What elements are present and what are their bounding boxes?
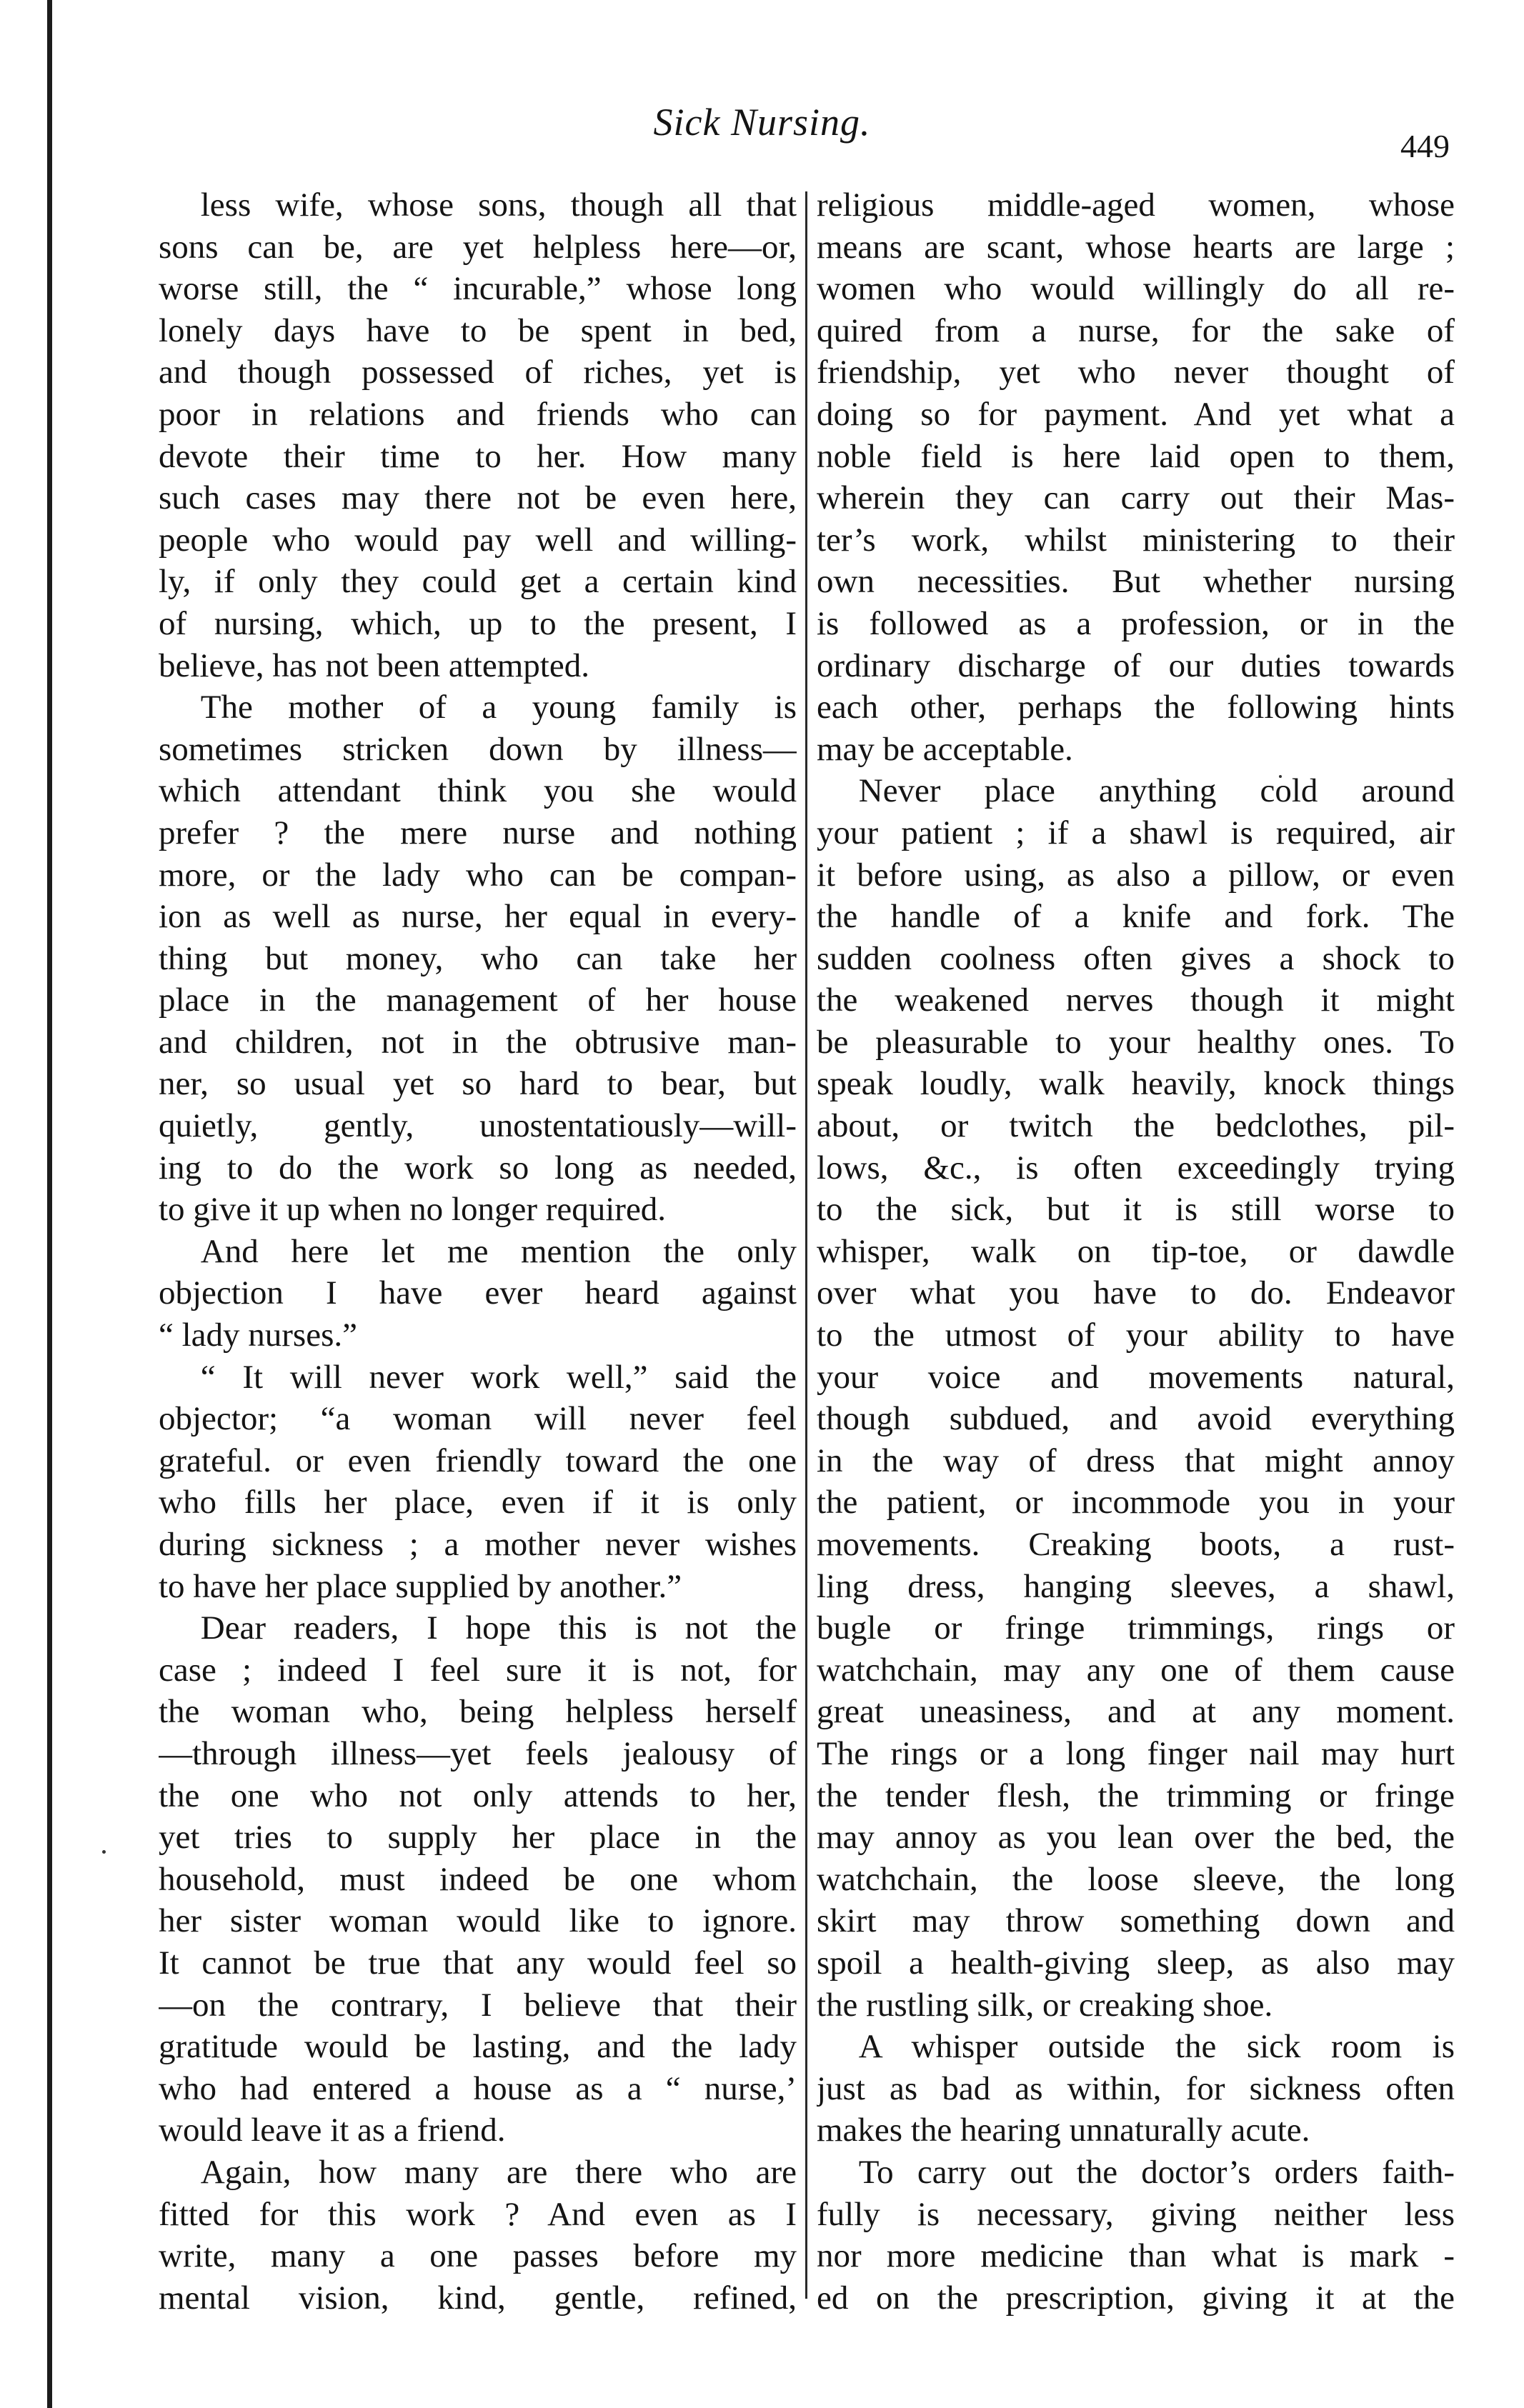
text-line: devote their time to her. How many bbox=[159, 437, 797, 475]
text-line: sudden coolness often gives a shock to bbox=[817, 939, 1455, 977]
paragraph bbox=[159, 1231, 797, 1357]
ink-speck bbox=[102, 1850, 106, 1854]
text-line: speak loudly, walk heavily, knock things bbox=[817, 1065, 1455, 1103]
paragraph bbox=[159, 1607, 797, 2152]
paragraph bbox=[817, 770, 1455, 2026]
text-line: ner, so usual yet so hard to bear, but bbox=[159, 1065, 797, 1103]
text-line: A whisper outside the sick room is bbox=[858, 2028, 1455, 2066]
text-line: people who would pay well and willing- bbox=[159, 521, 797, 559]
text-line: gratitude would be lasting, and the lady bbox=[159, 2028, 797, 2066]
text-line: ordinary discharge of our duties towards bbox=[817, 646, 1455, 684]
text-line: women who would willingly do all re- bbox=[817, 270, 1455, 308]
text-line: fitted for this work ? And even as I bbox=[159, 2195, 797, 2233]
text-line: place in the management of her house bbox=[159, 981, 797, 1019]
text-line: may annoy as you lean over the bed, the bbox=[817, 1819, 1455, 1857]
text-line: the patient, or incommode you in your bbox=[817, 1484, 1455, 1522]
text-line: ling dress, hanging sleeves, a shawl, bbox=[817, 1567, 1455, 1605]
text-line: Again, how many are there who are bbox=[200, 2153, 797, 2191]
text-line: wherein they can carry out their Mas- bbox=[817, 479, 1455, 517]
text-line: ed on the prescription, giving it at the bbox=[817, 2279, 1455, 2317]
text-line: great uneasiness, and at any moment. bbox=[817, 1693, 1455, 1731]
text-line: the rustling silk, or creaking shoe. bbox=[817, 1986, 1273, 2024]
text-line: household, must indeed be one whom bbox=[159, 1860, 797, 1898]
text-line: ing to do the work so long as needed, bbox=[159, 1149, 797, 1186]
text-line: such cases may there not be even here, bbox=[159, 479, 797, 517]
text-line: makes the hearing unnaturally acute. bbox=[817, 2112, 1310, 2149]
text-line: who had entered a house as a “ nurse,’ bbox=[159, 2069, 797, 2107]
paragraph bbox=[817, 2026, 1455, 2152]
text-line: during sickness ; a mother never wishes bbox=[159, 1526, 797, 1563]
text-line: Dear readers, I hope this is not the bbox=[200, 1609, 797, 1647]
text-line: and children, not in the obtrusive man- bbox=[159, 1023, 797, 1061]
text-line: whisper, walk on tip-toe, or dawdle bbox=[817, 1232, 1455, 1270]
text-line: “ lady nurses.” bbox=[159, 1317, 357, 1354]
text-line: And here let me mention the only bbox=[200, 1232, 797, 1270]
text-line: in the way of dress that might annoy bbox=[817, 1442, 1455, 1479]
text-line: case ; indeed I feel sure it is not, for bbox=[159, 1651, 797, 1689]
paragraph bbox=[159, 2152, 797, 2319]
text-line: ly, if only they could get a certain kind bbox=[159, 563, 797, 601]
text-line: —through illness—yet feels jealousy of bbox=[159, 1734, 797, 1772]
text-line: the woman who, being helpless herself bbox=[159, 1693, 797, 1731]
text-line: about, or twitch the bedclothes, pil- bbox=[817, 1107, 1455, 1145]
paragraph bbox=[159, 686, 797, 1231]
text-line: doing so for payment. And yet what a bbox=[817, 395, 1455, 433]
text-line: The mother of a young family is bbox=[200, 689, 797, 726]
text-line: “ It will never work well,” said the bbox=[200, 1358, 797, 1396]
text-line: mental vision, kind, gentle, refined, bbox=[159, 2279, 797, 2317]
paragraph bbox=[817, 2152, 1455, 2319]
text-line: over what you have to do. Endeavor bbox=[817, 1274, 1455, 1312]
text-line: though subdued, and avoid everything bbox=[817, 1400, 1455, 1438]
text-line: Never place anything cold around bbox=[858, 772, 1455, 810]
text-line: quietly, gently, unostentatiously—will- bbox=[159, 1107, 797, 1145]
text-line: skirt may throw something down and bbox=[817, 1902, 1455, 1940]
text-line: believe, has not been attempted. bbox=[159, 646, 589, 684]
left-text-column bbox=[159, 184, 797, 2363]
text-line: each other, perhaps the following hints bbox=[817, 689, 1455, 726]
text-line: thing but money, who can take her bbox=[159, 939, 797, 977]
right-text-column bbox=[817, 184, 1455, 2363]
text-line: spoil a health-giving sleep, as also may bbox=[817, 1944, 1455, 1982]
text-line: To carry out the doctor’s orders faith- bbox=[858, 2153, 1455, 2191]
text-line: your patient ; if a shawl is required, air bbox=[817, 814, 1455, 851]
text-line: lonely days have to be spent in bed, bbox=[159, 311, 797, 349]
paragraph bbox=[817, 184, 1455, 770]
text-line: the weakened nerves though it might bbox=[817, 981, 1455, 1019]
text-line: may be acceptable. bbox=[817, 730, 1073, 768]
binding-edge-rule bbox=[47, 0, 52, 2408]
text-line: to give it up when no longer required. bbox=[159, 1191, 667, 1229]
text-line: less wife, whose sons, though all that bbox=[200, 186, 797, 224]
text-line: prefer ? the mere nurse and nothing bbox=[159, 814, 797, 851]
text-line: nor more medicine than what is mark - bbox=[817, 2237, 1455, 2275]
text-line: is followed as a profession, or in the bbox=[817, 604, 1455, 642]
text-line: which attendant think you she would bbox=[159, 772, 797, 810]
text-line: just as bad as within, for sickness often bbox=[817, 2069, 1455, 2107]
text-line: of nursing, which, up to the present, I bbox=[159, 604, 797, 642]
text-line: write, many a one passes before my bbox=[159, 2237, 797, 2275]
text-line: means are scant, whose hearts are large ; bbox=[817, 228, 1455, 266]
text-line: worse still, the “ incurable,” whose long bbox=[159, 270, 797, 308]
text-line: movements. Creaking boots, a rust- bbox=[817, 1526, 1455, 1563]
text-line: —on the contrary, I believe that their bbox=[159, 1986, 797, 2024]
text-line: to have her place supplied by another.” bbox=[159, 1567, 682, 1605]
text-line: own necessities. But whether nursing bbox=[817, 563, 1455, 601]
text-line: more, or the lady who can be compan- bbox=[159, 856, 797, 894]
text-line: objection I have ever heard against bbox=[159, 1274, 797, 1312]
text-line: friendship, yet who never thought of bbox=[817, 354, 1455, 391]
text-line: grateful. or even friendly toward the one bbox=[159, 1442, 797, 1479]
text-line: ter’s work, whilst ministering to their bbox=[817, 521, 1455, 559]
text-line: fully is necessary, giving neither less bbox=[817, 2195, 1455, 2233]
text-line: and though possessed of riches, yet is bbox=[159, 354, 797, 391]
text-line: sometimes stricken down by illness— bbox=[159, 730, 797, 768]
text-line: objector; “a woman will never feel bbox=[159, 1400, 797, 1438]
paragraph bbox=[159, 184, 797, 686]
text-line: who fills her place, even if it is only bbox=[159, 1484, 797, 1522]
text-line: lows, &c., is often exceedingly trying bbox=[817, 1149, 1455, 1186]
text-line: quired from a nurse, for the sake of bbox=[817, 311, 1455, 349]
paragraph bbox=[159, 1357, 797, 1608]
text-line: It cannot be true that any would feel so bbox=[159, 1944, 797, 1982]
text-line: watchchain, may any one of them cause bbox=[817, 1651, 1455, 1689]
text-line: would leave it as a friend. bbox=[159, 2112, 506, 2149]
text-line: watchchain, the loose sleeve, the long bbox=[817, 1860, 1455, 1898]
text-line: sons can be, are yet helpless here—or, bbox=[159, 228, 797, 266]
text-line: be pleasurable to your healthy ones. To bbox=[817, 1023, 1455, 1061]
text-line: yet tries to supply her place in the bbox=[159, 1819, 797, 1857]
text-line: to the sick, but it is still worse to bbox=[817, 1191, 1455, 1229]
text-line: to the utmost of your ability to have bbox=[817, 1317, 1455, 1354]
text-line: the one who not only attends to her, bbox=[159, 1777, 797, 1814]
page-number: 449 bbox=[1400, 128, 1450, 164]
text-line: noble field is here laid open to them, bbox=[817, 437, 1455, 475]
text-line: it before using, as also a pillow, or even bbox=[817, 856, 1455, 894]
text-line: bugle or fringe trimmings, rings or bbox=[817, 1609, 1455, 1647]
text-line: your voice and movements natural, bbox=[817, 1358, 1455, 1396]
text-line: poor in relations and friends who can bbox=[159, 395, 797, 433]
text-line: the handle of a knife and fork. The bbox=[817, 898, 1455, 936]
text-line: The rings or a long finger nail may hurt bbox=[817, 1734, 1455, 1772]
text-line: her sister woman would like to ignore. bbox=[159, 1902, 797, 1940]
running-title: Sick Nursing. bbox=[653, 101, 871, 144]
column-divider bbox=[805, 191, 807, 2299]
text-line: religious middle-aged women, whose bbox=[817, 186, 1455, 224]
text-line: the tender flesh, the trimming or fringe bbox=[817, 1777, 1455, 1814]
text-line: ion as well as nurse, her equal in every- bbox=[159, 898, 797, 936]
